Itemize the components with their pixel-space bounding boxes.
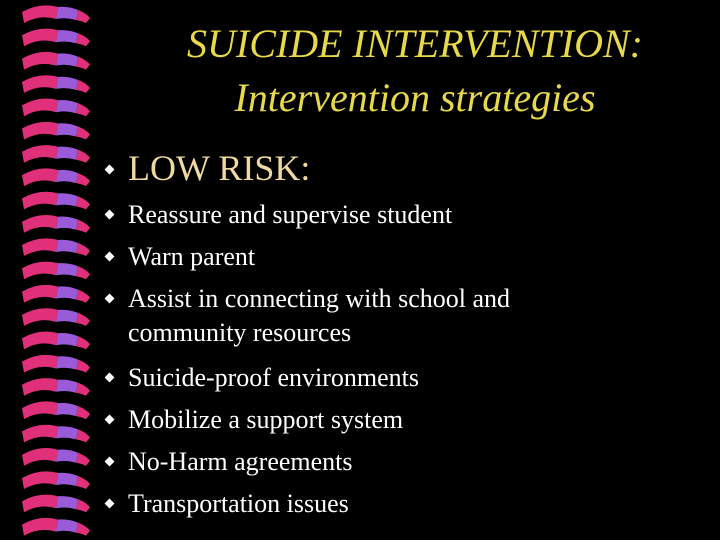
spiral-loop [22, 192, 90, 210]
bullet-item-3: Assist in connecting with school and [128, 284, 511, 313]
spiral-loop [22, 401, 90, 419]
bullet-item-2: Warn parent [128, 242, 256, 271]
bullet-item-1: Reassure and supervise student [128, 200, 453, 229]
bullet-icon-1 [105, 210, 115, 220]
spiral-loop [22, 308, 90, 326]
spiral-loop [22, 518, 90, 536]
spiral-loop [22, 355, 90, 373]
bullet-icon-5 [105, 415, 115, 425]
bullet-item-6: No-Harm agreements [128, 447, 353, 476]
bullet-item-4: Suicide-proof environments [128, 363, 419, 392]
spiral-loop [22, 5, 90, 23]
slide-title-line1: SUICIDE INTERVENTION: [187, 21, 643, 66]
bullet-icon-7 [105, 499, 115, 509]
bullet-item-3-continued: community resources [128, 318, 352, 347]
spiral-loop [22, 29, 90, 47]
spiral-loop [22, 332, 90, 350]
spiral-binding-decoration [0, 0, 100, 540]
spiral-loop [22, 471, 90, 489]
spiral-loop [22, 122, 90, 140]
spiral-loop [22, 262, 90, 280]
spiral-loop [22, 285, 90, 303]
spiral-loop [22, 215, 90, 233]
spiral-loop [22, 52, 90, 70]
spiral-loop [22, 145, 90, 163]
spiral-loop [22, 378, 90, 396]
bullet-icon-6 [105, 457, 115, 467]
heading-bullet-icon [105, 165, 115, 175]
spiral-loop [22, 99, 90, 117]
bullet-icon-4 [105, 373, 115, 383]
bullet-item-5: Mobilize a support system [128, 405, 404, 434]
bullet-icon-3 [105, 294, 115, 304]
spiral-loop [22, 75, 90, 93]
spiral-loop [22, 448, 90, 466]
bullet-item-7: Transportation issues [128, 489, 349, 518]
spiral-loop [22, 495, 90, 513]
spiral-loop [22, 238, 90, 256]
spiral-loop [22, 425, 90, 443]
risk-heading: LOW RISK: [128, 148, 311, 188]
slide-title-line2: Intervention strategies [234, 75, 596, 120]
spiral-loop [22, 168, 90, 186]
bullet-icon-2 [105, 252, 115, 262]
